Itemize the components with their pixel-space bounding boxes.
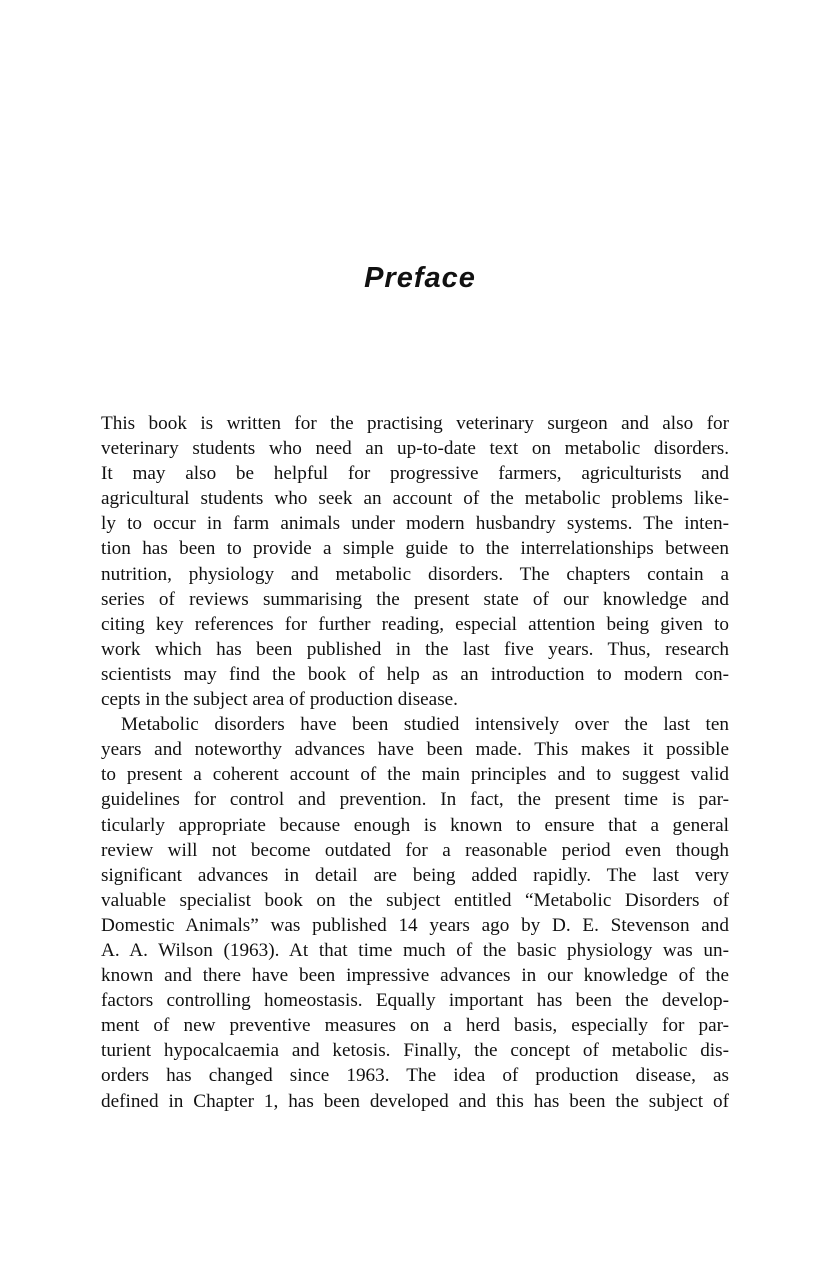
text-line: scientists may find the book of help as an introduction to modern con- [101, 663, 729, 685]
text-line: defined in Chapter 1, has been developed and this has been the subject of [101, 1090, 729, 1112]
page-title: Preface [364, 262, 476, 294]
preface-body [101, 411, 729, 1114]
text-line: series of reviews summarising the present state of our knowledge and [101, 588, 729, 610]
text-line: It may also be helpful for progressive farmers, agriculturists and [101, 463, 729, 485]
paragraph-1 [101, 411, 729, 712]
text-line: ticularly appropriate because enough is known to ensure that a general [101, 814, 729, 836]
text-line: This book is written for the practising veterinary surgeon and also for [101, 413, 729, 434]
text-line: work which has been published in the last five years. Thus, research [101, 638, 729, 660]
text-line: tion has been to provide a simple guide to the interrelationships between [101, 538, 729, 560]
text-line: A. A. Wilson (1963). At that time much of the basic physiology was un- [101, 939, 729, 961]
text-line: known and there have been impressive advances in our knowledge of the [101, 965, 729, 987]
text-line: significant advances in detail are being added rapidly. The last very [101, 864, 729, 886]
text-line: turient hypocalcaemia and ketosis. Finally, the concept of metabolic dis- [101, 1040, 729, 1062]
text-line: Domestic Animals” was published 14 years ago by D. E. Stevenson and [101, 914, 729, 936]
text-line: valuable specialist book on the subject entitled “Metabolic Disorders of [101, 889, 729, 911]
text-line: nutrition, physiology and metabolic disorders. The chapters contain a [101, 563, 729, 585]
text-line: ment of new preventive measures on a herd basis, especially for par- [101, 1015, 729, 1037]
text-line: factors controlling homeostasis. Equally important has been the develop- [101, 990, 729, 1012]
text-line: orders has changed since 1963. The idea of production disease, as [101, 1065, 729, 1087]
text-line: agricultural students who seek an account of the metabolic problems like- [101, 488, 729, 510]
text-line: guidelines for control and prevention. In fact, the present time is par- [101, 789, 729, 811]
text-line: to present a coherent account of the main principles and to suggest valid [101, 764, 729, 786]
text-line: review will not become outdated for a reasonable period even though [101, 839, 729, 861]
text-line: Metabolic disorders have been studied intensively over the last ten [121, 714, 729, 736]
text-line: citing key references for further reading, especial attention being given to [101, 613, 729, 635]
text-line: ly to occur in farm animals under modern husbandry systems. The inten- [101, 513, 729, 535]
text-line: veterinary students who need an up-to-date text on metabolic disorders. [101, 438, 729, 460]
text-line: cepts in the subject area of production disease. [101, 689, 458, 711]
paragraph-2 [101, 712, 729, 1114]
text-line: years and noteworthy advances have been made. This makes it possible [101, 739, 729, 761]
